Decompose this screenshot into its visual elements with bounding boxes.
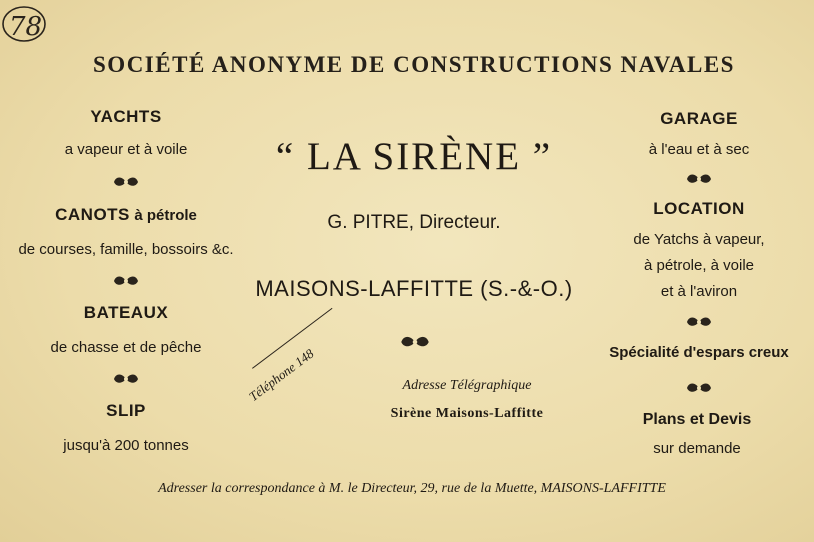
fleuron-ornament-icon	[112, 274, 140, 288]
firm-title: “ LA SIRÈNE ”	[275, 135, 553, 178]
canots-line: de courses, famille, bossoirs &c.	[18, 241, 234, 258]
canots-title: CANOTS	[55, 205, 130, 224]
yachts-title: YACHTS	[90, 107, 162, 126]
fleuron-ornament-icon	[112, 175, 140, 189]
fleuron-ornament-icon	[112, 372, 140, 386]
location-line-3: et à l'aviron	[660, 283, 738, 300]
slip-line: jusqu'à 200 tonnes	[63, 437, 189, 454]
svg-text:78: 78	[9, 12, 43, 42]
plans-title: Plans et Devis	[642, 411, 752, 428]
slip-title: SLIP	[106, 401, 146, 420]
company-header: SOCIÉTÉ ANONYME DE CONSTRUCTIONS NAVALES	[93, 52, 735, 77]
fleuron-ornament-icon	[398, 334, 426, 348]
handwritten-circled-number	[0, 4, 48, 44]
fleuron-ornament-icon	[685, 381, 713, 395]
city-line: MAISONS-LAFFITTE (S.-&-O.)	[255, 276, 573, 301]
yachts-line: a vapeur et à voile	[64, 141, 188, 158]
canots-suffix: à pétrole	[134, 207, 197, 224]
telegraph-address-label: Adresse Télégraphique	[402, 378, 532, 393]
footer-address: Adresser la correspondance à M. le Directeur, 29, rue de la Muette, MAISONS-LAFFITTE	[158, 481, 666, 496]
location-title: LOCATION	[653, 199, 745, 218]
director-line: G. PITRE, Directeur.	[327, 212, 501, 233]
plans-line: sur demande	[653, 440, 741, 457]
telegraph-address-value: Sirène Maisons-Laffitte	[390, 406, 544, 421]
garage-line: à l'eau et à sec	[648, 141, 750, 158]
location-line-1: de Yatchs à vapeur,	[633, 231, 765, 248]
telephone-number: Téléphone 148	[246, 345, 317, 404]
garage-title: GARAGE	[660, 109, 738, 128]
fleuron-ornament-icon	[685, 315, 713, 329]
bateaux-title: BATEAUX	[83, 303, 169, 322]
bateaux-line: de chasse et de pêche	[50, 339, 202, 356]
location-line-2: à pétrole, à voile	[643, 257, 755, 274]
specialite-line: Spécialité d'espars creux	[609, 344, 789, 361]
canots-heading	[55, 205, 197, 225]
fleuron-ornament-icon	[685, 172, 713, 186]
